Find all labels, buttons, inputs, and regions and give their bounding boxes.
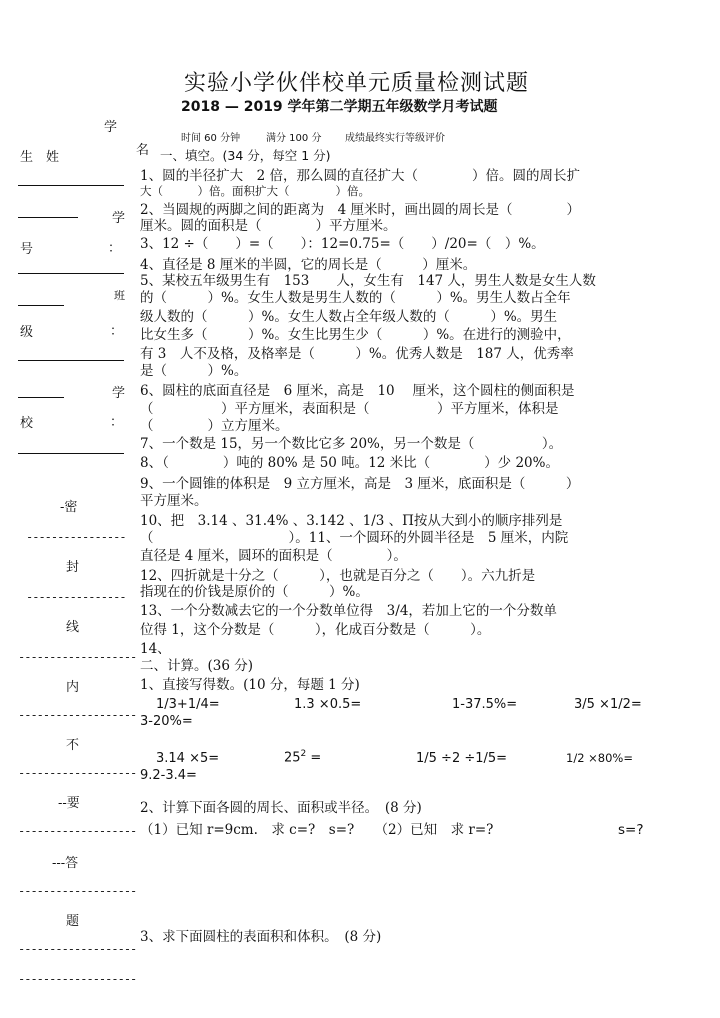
question-line: 大（ ）倍。面积扩大（ ）倍。 [140, 184, 370, 198]
question-line: 平方厘米。 [140, 493, 208, 509]
question-line: 位得 1，这个分数是（ ），化成百分数是（ ）。 [140, 622, 491, 638]
question-line: 厘米。圆的面积是（ ）平方厘米。 [140, 218, 397, 234]
section-2-heading: 二、计算。(36 分) [140, 658, 254, 674]
calc-item: 3.14 ×5= [156, 751, 220, 766]
question-line: 指现在的价钱是原价的（ ）%。 [140, 584, 369, 600]
exponent: 2 [300, 749, 307, 759]
question-line: 的（ ）%。女生人数是男生人数的（ ）%。男生人数占全年 [140, 290, 571, 306]
section-2-part-3: 3、求下面圆柱的表面积和体积。 (8 分) [140, 929, 382, 945]
question-line: 3、12 ÷（ ）=（ ）：12=0.75=（ ）/20=（ ）%。 [140, 236, 545, 252]
base: 25 [284, 750, 301, 766]
question-line: 4、直径是 8 厘米的半圆，它的周长是（ ）厘米。 [140, 257, 477, 273]
question-line: 13、一个分数减去它的一个分数单位得 3/4，若加上它的一个分数单 [140, 603, 557, 619]
label-ban: 班 [114, 289, 125, 302]
section-1-heading: 一、填空。(34 分，每空 1 分) [160, 148, 331, 163]
label-xiao: 校 [20, 416, 34, 431]
cutline-word-yao: --要 [58, 796, 80, 811]
section-2-part-1: 1、直接写得数。(10 分，每题 1 分) [140, 677, 360, 693]
school-underline-2 [18, 453, 124, 454]
cutline-dash: ------------------- [18, 766, 137, 780]
question-line: 是（ ）%。 [140, 363, 248, 379]
question-line: 7、一个数是 15，另一个数比它多 20%，另一个数是（ ）。 [140, 436, 563, 452]
colon-2: ： [110, 324, 124, 339]
cutline-dash: ------------------- [18, 884, 137, 898]
question-line: 6、圆柱的底面直径是 6 厘米，高是 10 厘米，这个圆柱的侧面积是 [140, 383, 575, 399]
label-xue-2: 学 [112, 211, 126, 226]
question-line: 直径是 4 厘米，圆环的面积是（ ）。 [140, 548, 407, 564]
colon-3: ： [110, 415, 124, 430]
cutline-dash: ------------------- [18, 708, 137, 722]
calc-item: 1.3 ×0.5= [294, 697, 362, 712]
question-line: （ ）。11、一个圆环的外圆半径是 5 厘米，内院 [140, 530, 569, 546]
question-line: 5、某校五年级男生有 153 人，女生有 147 人，男生人数是女生人数 [140, 273, 596, 289]
section-2-part-2: 2、计算下面各圆的周长、面积或半径。 (8 分) [140, 800, 422, 816]
cutline-dash: ------------------- [18, 824, 137, 838]
equals: = [306, 750, 322, 766]
question-line: 8、（ ）吨的 80% 是 50 吨。12 米比（ ）少 20%。 [140, 455, 559, 471]
calc-item: 1-37.5%= [452, 697, 518, 712]
cutline-dash: ------------------- [18, 650, 137, 664]
question-line: （ ）立方厘米。 [140, 418, 289, 434]
name-underline [18, 185, 124, 186]
calc-item: 1/2 ×80%= [566, 751, 633, 765]
school-underline-1 [18, 397, 64, 398]
label-hao: 号 [20, 242, 34, 257]
cutline-dash: ---------------- [26, 590, 126, 604]
exam-grading-note: 成绩最终实行等级评价 [345, 133, 445, 144]
calc-item: 3/5 ×1/2= [574, 697, 642, 712]
class-underline-2 [18, 360, 124, 361]
colon-1: ： [108, 241, 122, 256]
cutline-dash: ------------------- [18, 942, 137, 956]
calc-item: 1/3+1/4= [156, 697, 220, 712]
page-subtitle: 2018 — 2019 学年第二学期五年级数学月考试题 [181, 99, 498, 115]
class-underline-1 [18, 305, 64, 306]
cutline-word-xian: 线 [66, 620, 80, 635]
question-line: 12、四折就是十分之（ ），也就是百分之（ ）。六九折是 [140, 568, 536, 584]
student-id-underline-2 [18, 273, 124, 274]
exam-time: 时间 60 分钟 [181, 133, 241, 144]
question-line: 级人数的（ ）%。女生人数占全年级人数的（ ）%。男生 [140, 309, 558, 325]
label-ming: 名 [136, 143, 150, 158]
calc-item: 3-20%= [140, 714, 193, 729]
exam-full-score: 满分 100 分 [266, 133, 322, 144]
section-2-part-2-s: s=? [618, 822, 644, 838]
question-line: 有 3 人不及格，及格率是（ ）%。优秀人数是 187 人，优秀率 [140, 346, 574, 362]
cutline-word-feng: 封 [66, 560, 80, 575]
cutline-word-da: ---答 [52, 856, 79, 871]
question-line: 1、圆的半径扩大 2 倍，那么圆的直径扩大（ ）倍。圆的周长扩 [140, 168, 580, 184]
label-ji: 级 [20, 325, 34, 340]
calc-item: 9.2-3.4= [140, 768, 197, 783]
cutline-word-ti: 题 [66, 914, 80, 929]
section-2-part-2-detail: （1）已知 r=9cm. 求 c=? s=? （2）已知 求 r=? [140, 822, 494, 838]
question-line: 2、当圆规的两脚之间的距离为 4 厘米时，画出圆的周长是（ ） [140, 202, 580, 218]
label-xue-1: 学 [104, 120, 118, 135]
question-line: （ ）平方厘米，表面积是（ ）平方厘米，体积是 [140, 401, 559, 417]
cutline-dash: ---------------- [26, 530, 126, 544]
calc-item: 1/5 ÷2 ÷1/5= [416, 751, 508, 766]
question-line: 10、把 3.14 、31.4% 、3.142 、1/3 、Π按从大到小的顺序排列是 [140, 513, 563, 529]
cutline-word-nei: 内 [66, 680, 80, 695]
cutline-word-mi: -密 [60, 500, 78, 515]
cutline-word-bu: 不 [66, 738, 80, 753]
student-id-underline-1 [18, 217, 78, 218]
question-line: 比女生多（ ）%。女生比男生少（ ）%。在进行的测验中， [140, 327, 571, 343]
label-xue-3: 学 [112, 386, 126, 401]
question-line: 14、 [140, 641, 171, 657]
question-line: 9、一个圆锥的体积是 9 立方厘米，高是 3 厘米，底面积是（ ） [140, 476, 580, 492]
cutline-dash: ------------------- [18, 972, 137, 986]
calc-item-power [284, 749, 321, 765]
label-student-name: 生 姓 [20, 150, 60, 165]
page-title: 实验小学伙伴校单元质量检测试题 [184, 71, 530, 96]
